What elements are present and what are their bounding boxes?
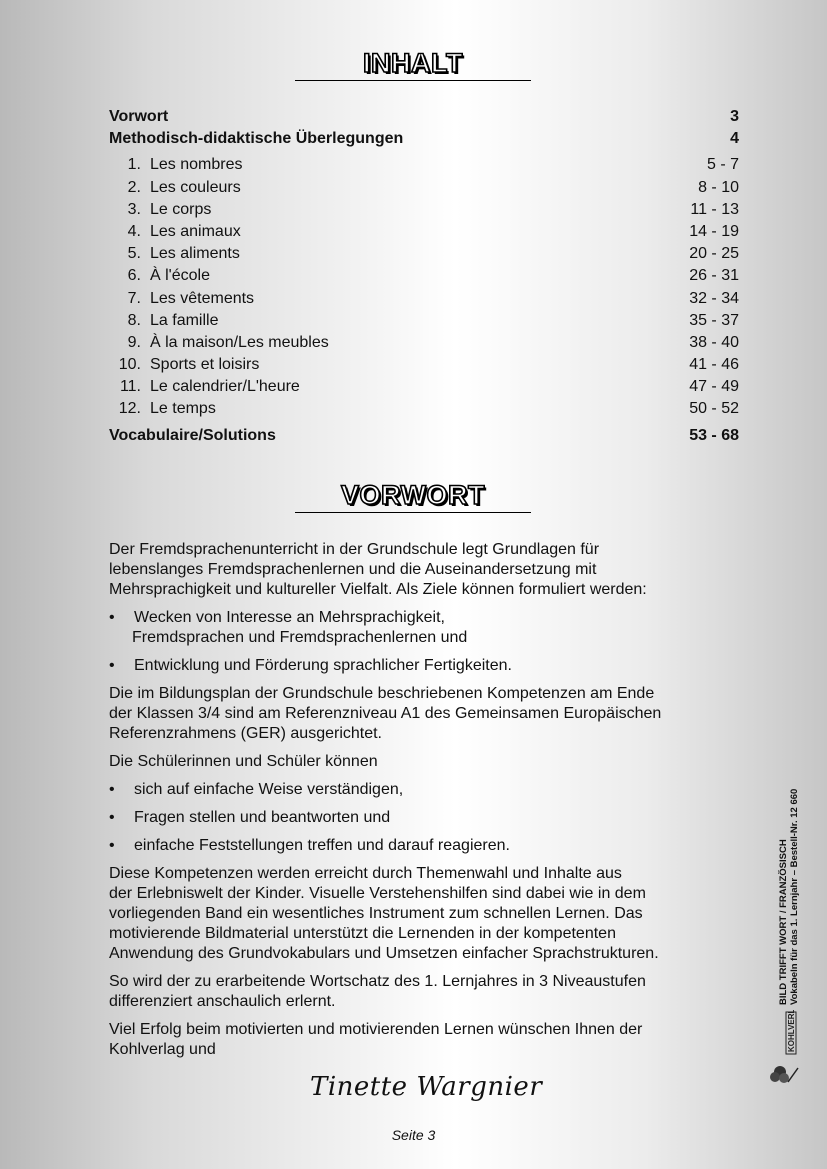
bullet-icon: • (109, 657, 115, 674)
toc-chapter-title: Le calendrier/L'heure (150, 378, 300, 396)
toc-chapter-title: Les nombres (150, 156, 243, 174)
text-line: differenziert anschaulich erlernt. (109, 993, 336, 1010)
text-line: lebenslanges Fremdsprachenlernen und die Auseinandersetzung mit (109, 561, 597, 578)
text-line: Die Schülerinnen und Schüler können (109, 753, 378, 770)
page-number: Seite 3 (391, 1127, 436, 1143)
bullet-icon: • (109, 837, 115, 854)
toc-chapter-pages: 35 - 37 (689, 311, 739, 329)
svg-text:KOHLVERLAG: KOHLVERLAG (787, 1010, 796, 1052)
toc-chapter-pages: 38 - 40 (689, 333, 739, 351)
toc-chapter-pages: 32 - 34 (689, 289, 739, 307)
table-of-contents (109, 106, 739, 447)
toc-chapter-row[interactable] (109, 177, 739, 199)
bullet-item (109, 608, 709, 648)
toc-chapter-title: À l'école (150, 267, 210, 285)
toc-chapter-row[interactable] (109, 310, 739, 332)
toc-chapter-pages: 5 - 7 (706, 156, 739, 174)
signature: Tinette Wargnier (310, 1072, 543, 1102)
toc-chapter-number: 8. (127, 311, 141, 329)
sidebar-series-title: BILD TRIFFT WORT / FRANZÖSISCH (778, 839, 789, 1005)
toc-chapter-number: 11. (119, 378, 141, 396)
toc-chapter-row[interactable] (109, 243, 739, 265)
toc-chapter-row[interactable] (109, 221, 739, 243)
toc-entry-vorwort[interactable] (109, 106, 739, 128)
text-line: Mehrsprachigkeit und kultureller Vielfalt. Als Ziele können formuliert werden: (109, 581, 647, 598)
text-line: Wecken von Interesse an Mehrsprachigkeit, (134, 609, 445, 626)
toc-chapter-row[interactable] (109, 354, 739, 376)
toc-heading-block (295, 48, 531, 81)
toc-chapter-pages: 47 - 49 (689, 378, 739, 396)
toc-chapter-title: À la maison/Les meubles (150, 333, 329, 351)
text-line: einfache Feststellungen treffen und darauf reagieren. (134, 837, 510, 854)
toc-chapter-row[interactable] (109, 332, 739, 354)
toc-chapter-row[interactable] (109, 288, 739, 310)
toc-chapter-number: 10. (118, 356, 141, 374)
toc-chapter-row[interactable] (109, 376, 739, 398)
toc-chapter-pages: 8 - 10 (698, 178, 739, 196)
foreword-paragraph (109, 1020, 709, 1060)
text-line: Viel Erfolg beim motivierten und motivierenden Lernen wünschen Ihnen der (109, 1021, 643, 1038)
bullet-icon: • (109, 609, 115, 626)
foreword-paragraph (109, 972, 709, 1012)
foreword-body (109, 540, 709, 1060)
toc-entry-pages: 3 (730, 108, 739, 125)
toc-chapter-title: La famille (150, 311, 219, 329)
toc-entry-title: Methodisch-didaktische Überlegungen (109, 130, 404, 148)
toc-chapter-row[interactable] (109, 154, 739, 176)
text-line: Entwicklung und Förderung sprachlicher Fertigkeiten. (134, 657, 512, 674)
text-line: der Erlebniswelt der Kinder. Visuelle Verstehenshilfen sind dabei wie in dem (109, 885, 646, 902)
toc-chapter-number: 3. (127, 200, 141, 218)
toc-chapter-number: 6. (127, 267, 141, 285)
text-line: Der Fremdsprachenunterricht in der Grundschule legt Grundlagen für (109, 541, 600, 558)
text-line: Fremdsprachen und Fremdsprachenlernen und (132, 629, 468, 646)
foreword-paragraph (109, 864, 709, 964)
toc-chapter-pages: 41 - 46 (689, 356, 739, 374)
toc-chapter-row[interactable] (109, 398, 739, 420)
bullet-item (109, 780, 709, 800)
toc-heading: INHALT (363, 48, 463, 78)
toc-entry-title: Vorwort (109, 108, 169, 125)
text-line: Diese Kompetenzen werden erreicht durch Themenwahl und Inhalte aus (109, 865, 622, 882)
toc-heading-underline (295, 80, 531, 81)
toc-chapter-number: 5. (127, 245, 141, 263)
toc-chapter-row[interactable] (109, 265, 739, 287)
toc-chapter-row[interactable] (109, 199, 739, 221)
toc-chapter-number: 9. (127, 333, 141, 351)
toc-entry-methodik[interactable] (109, 128, 739, 150)
text-line: Referenzrahmens (GER) ausgerichtet. (109, 725, 382, 742)
foreword-heading-block (295, 480, 531, 513)
bullet-item (109, 656, 709, 676)
bullet-item (109, 836, 709, 856)
toc-chapter-title: Le corps (150, 200, 212, 218)
text-line: vorliegenden Band ein wesentliches Instrument zum schnellen Lernen. Das (109, 905, 643, 922)
toc-entry-title: Vocabulaire/Solutions (109, 426, 276, 444)
text-line: motivierende Bildmaterial unterstützt die Lernenden in der kompetenten (109, 925, 616, 942)
foreword-heading: VORWORT (341, 480, 485, 510)
bullet-item (109, 808, 709, 828)
toc-chapter-pages: 26 - 31 (689, 267, 739, 285)
toc-chapter-number: 4. (127, 222, 141, 240)
text-line: der Klassen 3/4 sind am Referenzniveau A1 des Gemeinsamen Europäischen (109, 705, 662, 722)
toc-chapter-title: Les couleurs (150, 178, 241, 196)
toc-chapter-title: Les animaux (150, 222, 241, 240)
foreword-paragraph (109, 752, 709, 772)
toc-entry-vocabulaire[interactable] (109, 425, 739, 447)
bullet-icon: • (109, 809, 115, 826)
toc-chapter-number: 2. (127, 178, 141, 196)
toc-chapter-pages: 11 - 13 (690, 200, 739, 218)
toc-chapter-pages: 14 - 19 (689, 222, 739, 240)
toc-chapter-pages: 50 - 52 (689, 400, 739, 418)
text-line: So wird der zu erarbeitende Wortschatz des 1. Lernjahres in 3 Niveaustufen (109, 973, 646, 990)
text-line: sich auf einfache Weise verständigen, (134, 781, 404, 798)
toc-entry-pages: 53 - 68 (689, 426, 739, 444)
sidebar-imprint (778, 788, 827, 1005)
toc-chapter-pages: 20 - 25 (689, 245, 739, 263)
text-line: Kohlverlag und (109, 1041, 216, 1058)
toc-entry-pages: 4 (730, 130, 739, 148)
toc-chapter-title: Les aliments (150, 245, 240, 263)
toc-chapter-number: 12. (118, 400, 141, 418)
publisher-logo-icon (768, 1010, 804, 1086)
foreword-paragraph (109, 684, 709, 744)
text-line: Die im Bildungsplan der Grundschule beschriebenen Kompetenzen am Ende (109, 685, 655, 702)
foreword-paragraph (109, 540, 709, 600)
toc-chapter-title: Le temps (150, 400, 216, 418)
toc-chapter-title: Sports et loisirs (150, 356, 260, 374)
toc-chapter-number: 7. (127, 289, 141, 307)
text-line: Anwendung des Grundvokabulars und Umsetzen einfacher Sprachstrukturen. (109, 945, 659, 962)
toc-chapter-title: Les vêtements (150, 289, 255, 307)
bullet-icon: • (109, 781, 115, 798)
foreword-heading-underline (295, 512, 531, 513)
text-line: Fragen stellen und beantworten und (134, 809, 391, 826)
sidebar-order-info: Vokabeln für das 1. Lernjahr – Bestell-Nr. 12 660 (789, 788, 800, 1005)
toc-chapter-number: 1. (127, 156, 141, 174)
